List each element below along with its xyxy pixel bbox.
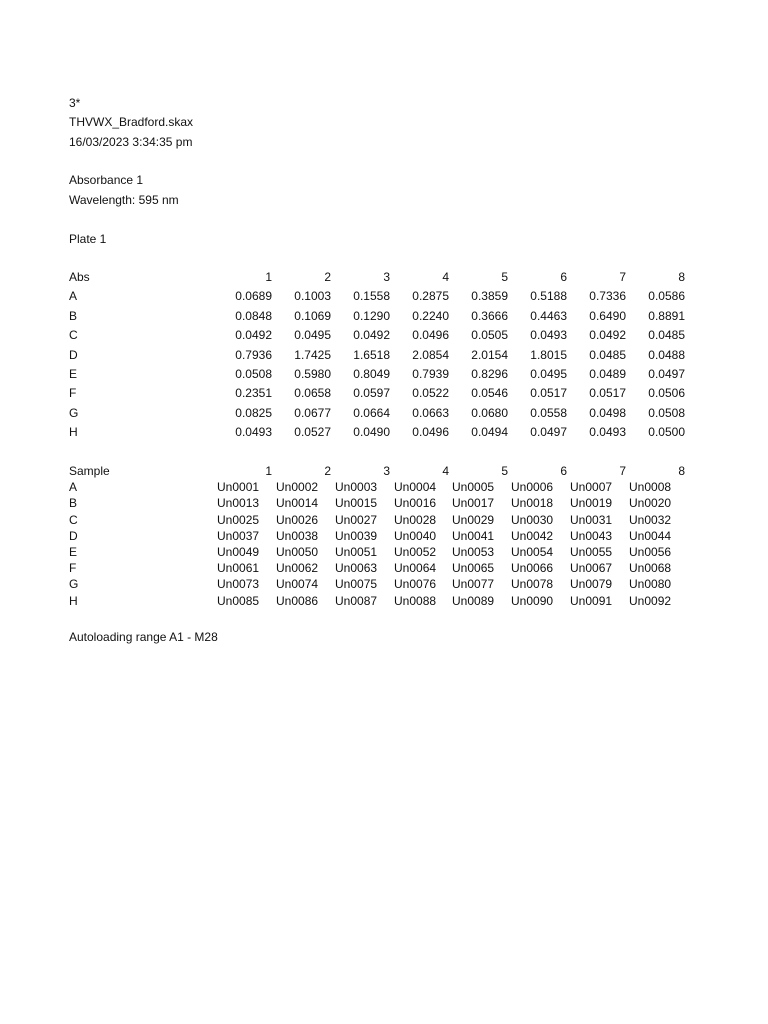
sample-cell: Un0080 [629,577,672,592]
abs-cell: 0.0664 [353,405,390,420]
abs-cell: 0.8049 [353,367,390,381]
sample-cell: Un0068 [629,561,672,576]
sample-cell: Un0018 [511,496,554,511]
sample-cell: Un0042 [511,528,554,543]
sample-cell: Un0085 [217,593,260,608]
sample-cell: Un0061 [217,561,260,576]
sample-row-label: D [69,528,78,543]
abs-cell: 0.0496 [412,328,449,343]
sample-cell: Un0029 [452,512,495,527]
abs-row-label: B [69,308,78,323]
abs-column-header: 8 [678,270,685,284]
abs-cell: 0.6490 [589,308,626,323]
abs-cell: 0.0497 [530,425,567,440]
sample-cell: Un0030 [511,512,554,527]
sample-table-row [69,561,699,575]
sample-cell: Un0062 [276,561,319,576]
abs-cell: 0.2240 [412,308,449,323]
sample-cell: Un0091 [570,593,613,608]
abs-cell: 0.0597 [353,386,390,401]
sample-cell: Un0028 [394,512,437,527]
sample-column-header: 3 [383,464,390,478]
sample-table-row [69,496,699,510]
abs-table-row [69,309,699,323]
sample-cell: Un0015 [335,496,378,511]
sample-cell: Un0003 [335,480,378,495]
sample-column-header: 4 [442,464,449,478]
sample-cell: Un0088 [394,593,437,608]
abs-table-row [69,425,699,439]
abs-cell: 0.0546 [471,386,508,401]
sample-column-header: 6 [560,464,567,478]
sample-cell: Un0066 [511,561,554,576]
abs-cell: 0.0517 [589,386,626,401]
abs-row-label: H [69,425,78,440]
abs-cell: 0.0506 [648,386,685,401]
abs-cell: 0.1003 [294,289,331,304]
sample-cell: Un0017 [452,496,495,511]
abs-cell: 0.0485 [589,347,626,362]
sample-row-label: H [69,593,78,608]
sample-column-header: 1 [265,464,272,478]
sample-cell: Un0074 [276,577,319,592]
sample-cell: Un0026 [276,512,319,527]
sample-cell: Un0020 [629,496,672,511]
abs-cell: 2.0854 [412,347,449,362]
sample-cell: Un0044 [629,528,672,543]
sample-cell: Un0064 [394,561,437,576]
abs-cell: 0.0496 [412,425,449,440]
abs-cell: 0.5980 [294,367,331,381]
abs-cell: 0.4463 [530,308,567,323]
sample-cell: Un0007 [570,480,613,495]
abs-cell: 0.0677 [294,405,331,420]
abs-cell: 0.0494 [471,425,508,440]
sample-cell: Un0005 [452,480,495,495]
abs-column-header: 6 [560,270,567,284]
abs-cell: 0.8891 [648,308,685,323]
abs-table-row [69,348,699,362]
abs-cell: 0.8296 [471,367,508,381]
sample-cell: Un0014 [276,496,319,511]
sample-table-row [69,545,699,559]
sample-cell: Un0087 [335,593,378,608]
abs-cell: 0.0505 [471,328,508,343]
abs-cell: 0.0689 [235,289,272,304]
sample-cell: Un0016 [394,496,437,511]
abs-column-header: 3 [383,270,390,284]
abs-cell: 0.0522 [412,386,449,401]
sample-row-label: B [69,496,78,511]
sample-cell: Un0038 [276,528,319,543]
sample-row-label: E [69,545,78,559]
abs-cell: 1.8015 [530,347,567,362]
sample-column-header: 7 [619,464,626,478]
abs-cell: 0.1069 [294,308,331,323]
abs-cell: 0.7336 [589,289,626,304]
abs-cell: 1.6518 [353,347,390,362]
abs-cell: 0.0825 [235,405,272,420]
abs-cell: 0.0498 [589,405,626,420]
sample-table-row [69,529,699,543]
abs-row-label: E [69,367,78,381]
sample-cell: Un0079 [570,577,613,592]
sample-cell: Un0055 [570,545,613,559]
sample-cell: Un0051 [335,545,378,559]
abs-row-label: G [69,405,79,420]
abs-cell: 0.0492 [235,328,272,343]
sample-cell: Un0041 [452,528,495,543]
sample-cell: Un0002 [276,480,319,495]
abs-cell: 0.3859 [471,289,508,304]
abs-cell: 0.1290 [353,308,390,323]
sample-cell: Un0056 [629,545,672,559]
sample-cell: Un0039 [335,528,378,543]
sample-cell: Un0001 [217,480,260,495]
plate-label: Plate 1 [69,232,107,246]
abs-cell: 0.1558 [353,289,390,304]
sample-cell: Un0043 [570,528,613,543]
sample-table-row [69,480,699,494]
sample-cell: Un0075 [335,577,378,592]
sample-cell: Un0032 [629,512,672,527]
abs-cell: 0.0489 [589,367,626,381]
sample-cell: Un0089 [452,593,495,608]
sample-cell: Un0067 [570,561,613,576]
sample-cell: Un0063 [335,561,378,576]
sample-corner-label: Sample [69,464,110,478]
sample-cell: Un0086 [276,593,319,608]
sample-table-row [69,577,699,591]
abs-cell: 0.0500 [648,425,685,440]
abs-column-header: 2 [324,270,331,284]
abs-cell: 0.0508 [235,367,272,381]
sample-cell: Un0037 [217,528,260,543]
sample-cell: Un0049 [217,545,260,559]
abs-cell: 0.3666 [471,308,508,323]
abs-cell: 0.5188 [530,289,567,304]
abs-cell: 0.0680 [471,405,508,420]
sample-cell: Un0027 [335,512,378,527]
abs-cell: 0.7939 [412,367,449,381]
abs-cell: 0.0586 [648,289,685,304]
sample-cell: Un0004 [394,480,437,495]
abs-cell: 0.0658 [294,386,331,401]
sample-cell: Un0077 [452,577,495,592]
abs-column-header: 7 [619,270,626,284]
abs-table-row [69,289,699,303]
measurement-name: Absorbance 1 [69,173,144,187]
sample-cell: Un0031 [570,512,613,527]
sample-table-row [69,513,699,527]
sample-column-header: 8 [678,464,685,478]
sample-row-label: C [69,512,78,527]
abs-cell: 0.2351 [235,386,272,401]
abs-cell: 0.0490 [353,425,390,440]
sample-cell: Un0040 [394,528,437,543]
sample-cell: Un0076 [394,577,437,592]
abs-row-label: C [69,328,78,343]
abs-cell: 0.0492 [589,328,626,343]
sample-cell: Un0006 [511,480,554,495]
sample-cell: Un0054 [511,545,554,559]
sample-row-label: F [69,561,77,576]
abs-cell: 0.7936 [235,347,272,362]
abs-row-label: F [69,386,77,401]
sample-cell: Un0053 [452,545,495,559]
sample-column-header: 5 [501,464,508,478]
sample-cell: Un0008 [629,480,672,495]
abs-cell: 0.0493 [530,328,567,343]
sample-cell: Un0013 [217,496,260,511]
wavelength: Wavelength: 595 nm [69,193,179,207]
sample-table-row [69,594,699,608]
sample-cell: Un0078 [511,577,554,592]
abs-cell: 1.7425 [294,347,331,362]
abs-column-header: 5 [501,270,508,284]
abs-cell: 0.0488 [648,347,685,362]
abs-table-row [69,386,699,400]
sample-header-row [69,464,699,478]
abs-cell: 0.0497 [648,367,685,381]
abs-cell: 0.0848 [235,308,272,323]
abs-cell: 0.0493 [589,425,626,440]
sample-row-label: G [69,577,79,592]
sample-cell: Un0052 [394,545,437,559]
abs-table-row [69,406,699,420]
sample-row-label: A [69,480,78,495]
abs-cell: 0.0508 [648,405,685,420]
abs-column-header: 1 [265,270,272,284]
abs-table-row [69,328,699,342]
abs-cell: 0.0492 [353,328,390,343]
abs-cell: 0.0495 [530,367,567,381]
abs-cell: 0.0517 [530,386,567,401]
abs-cell: 0.0527 [294,425,331,440]
abs-row-label: A [69,289,78,304]
sample-cell: Un0025 [217,512,260,527]
sample-column-header: 2 [324,464,331,478]
sample-cell: Un0090 [511,593,554,608]
abs-column-header: 4 [442,270,449,284]
sample-cell: Un0073 [217,577,260,592]
abs-row-label: D [69,347,78,362]
abs-corner-label: Abs [69,270,90,284]
abs-cell: 0.0663 [412,405,449,420]
file-name: THVWX_Bradford.skax [69,115,194,129]
abs-table-row [69,367,699,381]
abs-cell: 0.0558 [530,405,567,420]
header-line-1: 3* [69,96,81,110]
abs-cell: 0.2875 [412,289,449,304]
sample-cell: Un0065 [452,561,495,576]
abs-cell: 2.0154 [471,347,508,362]
abs-cell: 0.0493 [235,425,272,440]
sample-cell: Un0092 [629,593,672,608]
sample-cell: Un0019 [570,496,613,511]
timestamp: 16/03/2023 3:34:35 pm [69,135,193,149]
abs-cell: 0.0495 [294,328,331,343]
abs-cell: 0.0485 [648,328,685,343]
abs-header-row [69,270,699,284]
autoloading-range: Autoloading range A1 - M28 [69,630,218,644]
sample-cell: Un0050 [276,545,319,559]
